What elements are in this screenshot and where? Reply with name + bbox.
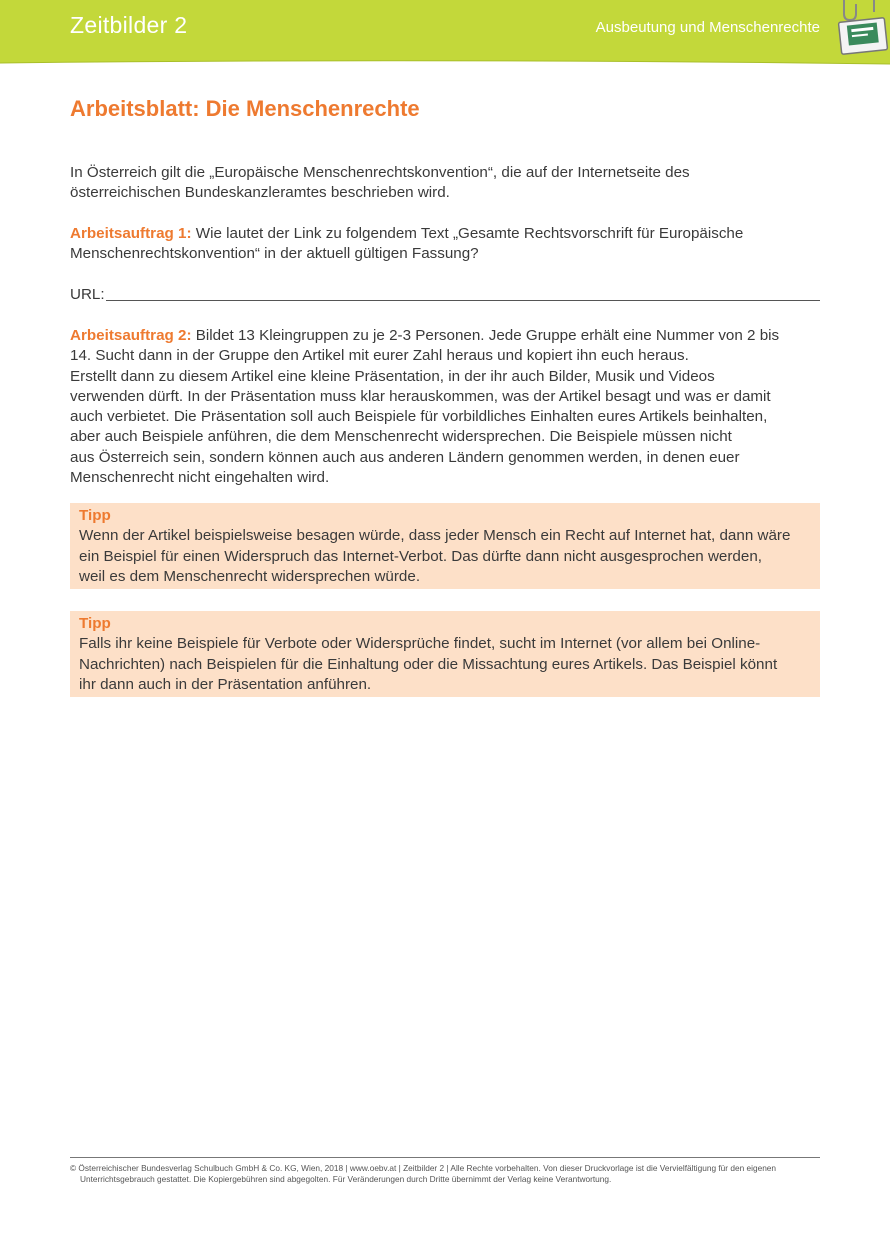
tip-2-line: Nachrichten) nach Beispielen für die Einhaltung oder die Missachtung eures Artikels. Das Beispiel könnt	[79, 655, 778, 673]
task-2	[70, 326, 820, 488]
tip-1-line: Wenn der Artikel beispielsweise besagen würde, dass jeder Mensch ein Recht auf Internet hat, dann wäre	[79, 527, 791, 545]
tip-1-line: ein Beispiel für einen Widerspruch das Internet-Verbot. Das dürfte dann nicht ausgesprochen werden,	[79, 547, 762, 565]
task-2-line: Bildet 13 Kleingruppen zu je 2-3 Personen. Jede Gruppe erhält eine Nummer von 2 bis	[191, 327, 780, 344]
task-1-label: Arbeitsauftrag 1:	[70, 225, 192, 242]
tip-1-line: weil es dem Menschenrecht widersprechen würde.	[79, 567, 421, 585]
tip-2-line: Falls ihr keine Beispiele für Verbote oder Widersprüche findet, sucht im Internet (vor allem bei Online-	[79, 635, 761, 653]
task-2-line: aber auch Beispiele anführen, die dem Menschenrecht widersprechen. Die Beispiele müssen nicht	[70, 428, 732, 446]
tip-2-title: Tipp	[79, 615, 111, 632]
task-2-line: aus Österreich sein, sondern können auch aus anderen Ländern genommen werden, in denen euer	[70, 448, 740, 466]
footer-divider	[70, 1157, 820, 1158]
url-answer-line[interactable]	[106, 300, 820, 301]
tip-box-1	[70, 503, 820, 589]
task-2-line: auch verbietet. Die Präsentation soll auch Beispiele für vorbildliches Einhalten eures Artikels beinhalten,	[70, 408, 768, 426]
page-header	[0, 0, 890, 68]
series-title: Zeitbilder 2	[70, 12, 188, 38]
laptop-clip-icon	[834, 0, 890, 58]
footer-line-1: © Österreichischer Bundesverlag Schulbuch GmbH & Co. KG, Wien, 2018 | www.oebv.at | Zeitbilder 2 | Alle Rechte vorbehalten. Von dieser Druckvorlage ist die Vervielfältigung für den eigenen	[70, 1163, 777, 1173]
intro-paragraph	[70, 163, 820, 204]
page-title: Arbeitsblatt: Die Menschenrechte	[70, 96, 420, 121]
footer-line-2: Unterrichtsgebrauch gestattet. Die Kopiergebühren sind abgegolten. Für Veränderungen durch Dritte übernimmt der Verlag keine Verantwortung.	[80, 1174, 612, 1184]
task-2-line: Erstellt dann zu diesem Artikel eine kleine Präsentation, in der ihr auch Bilder, Musik und Videos	[70, 367, 715, 385]
intro-line: In Österreich gilt die „Europäische Menschenrechtskonvention“, die auf der Internetseite des	[70, 164, 690, 181]
tip-2-line: ihr dann auch in der Präsentation anführen.	[79, 675, 372, 693]
footer-copyright	[70, 1163, 820, 1185]
tip-box-2	[70, 611, 820, 697]
task-1-line: Menschenrechtskonvention“ in der aktuell gültigen Fassung?	[70, 245, 479, 263]
url-answer-row	[70, 286, 820, 303]
task-2-line: Menschenrecht nicht eingehalten wird.	[70, 469, 330, 487]
header-topic: Ausbeutung und Menschenrechte	[595, 19, 820, 36]
tip-1-title: Tipp	[79, 507, 111, 524]
task-2-line: verwenden dürft. In der Präsentation muss klar herauskommen, was der Artikel besagt und was er damit	[70, 387, 771, 405]
task-1-line: Wie lautet der Link zu folgendem Text „Gesamte Rechtsvorschrift für Europäische	[191, 225, 744, 242]
intro-line: österreichischen Bundeskanzleramtes beschrieben wird.	[70, 184, 450, 202]
task-2-line: 14. Sucht dann in der Gruppe den Artikel mit eurer Zahl heraus und kopiert ihn euch heraus.	[70, 347, 689, 365]
task-2-label: Arbeitsauftrag 2:	[70, 327, 192, 344]
url-label: URL:	[70, 286, 105, 303]
task-1	[70, 224, 820, 265]
